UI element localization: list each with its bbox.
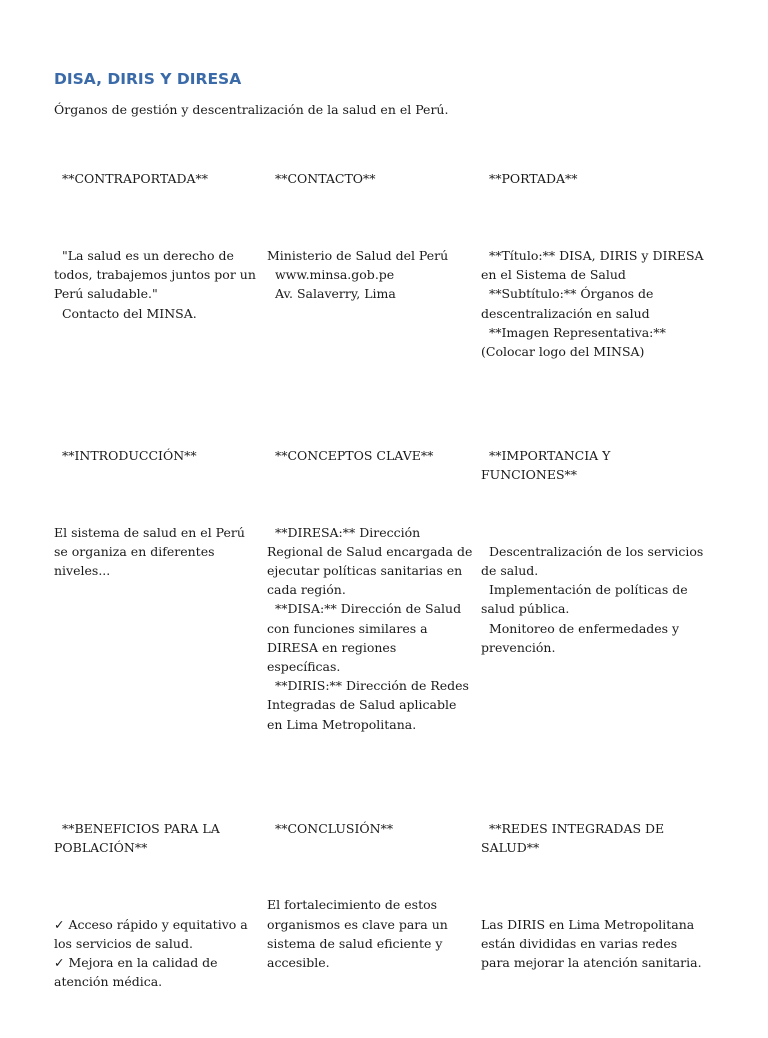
section-conceptos-clave (267, 408, 481, 781)
section-beneficios (54, 780, 267, 1037)
section-redes-integradas (481, 780, 714, 1037)
section-heading: **REDES INTEGRADAS DE SALUD** (481, 820, 669, 855)
section-body: **DIRESA:** Dirección Regional de Salud encargada de ejecutar políticas sanitarias en cada región. **DISA:** Dirección de Salud con funciones similares a DIRESA en regiones específicas. **DIRIS:** Dirección de Redes Integradas de Salud aplicable en Lima Metropolitana. (267, 524, 473, 732)
section-body: El fortalecimiento de estos organismos es clave para un sistema de salud eficiente y accesible. (267, 897, 452, 970)
section-body: Las DIRIS en Lima Metropolitana están divididas en varias redes para mejorar la atención sanitaria. (481, 916, 702, 970)
section-heading: **CONTRAPORTADA** (54, 171, 209, 187)
section-contraportada (54, 131, 267, 408)
section-heading: **IMPORTANCIA Y FUNCIONES** (481, 448, 615, 483)
section-introduccion (54, 408, 267, 781)
section-body: Descentralización de los servicios de salud. Implementación de políticas de salud pública. Monitoreo de enfermedades y prevención. (481, 543, 704, 655)
section-conclusion (267, 780, 481, 1037)
section-contacto (267, 131, 481, 408)
section-body: El sistema de salud en el Perú se organiza en diferentes niveles... (54, 524, 249, 579)
section-heading: **CONTACTO** (267, 171, 376, 187)
section-body: Ministerio de Salud del Perú www.minsa.gob.pe Av. Salaverry, Lima (267, 248, 449, 302)
section-heading: **INTRODUCCIÓN** (54, 448, 197, 464)
section-heading: **BENEFICIOS PARA LA POBLACIÓN** (54, 820, 224, 855)
section-body: **Título:** DISA, DIRIS y DIRESA en el Sistema de Salud **Subtítulo:** Órganos de descentralización en salud **Imagen Representativa:** (Colocar logo del MINSA) (481, 248, 704, 360)
section-importancia-funciones (481, 408, 714, 781)
section-heading: **PORTADA** (481, 171, 578, 187)
section-heading: **CONCEPTOS CLAVE** (267, 448, 434, 464)
section-heading: **CONCLUSIÓN** (267, 820, 394, 836)
document-title: DISA, DIRIS Y DIRESA (54, 70, 242, 88)
section-body: "La salud es un derecho de todos, trabajemos juntos por un Perú saludable." Contacto del MINSA. (54, 248, 256, 321)
section-portada (481, 131, 714, 408)
sections-grid (54, 131, 714, 1038)
document-subtitle: Órganos de gestión y descentralización de la salud en el Perú. (54, 102, 449, 117)
document-page (54, 68, 714, 1038)
section-body: ✓ Acceso rápido y equitativo a los servicios de salud. ✓ Mejora en la calidad de atención médica. (54, 916, 248, 990)
